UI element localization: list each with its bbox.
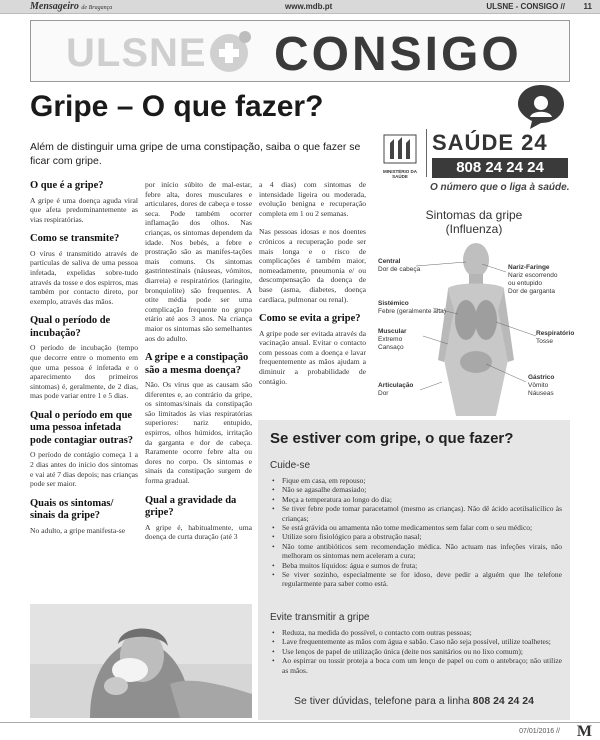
label-nariz-faringe: Nariz-Faringe Nariz escorrendo ou entupido Dor de garganta <box>508 264 558 295</box>
avoid-list <box>270 628 562 675</box>
heading-what-is-flu: O que é a gripe? <box>30 180 104 191</box>
label-sistemico: Sistémico Febre (geralmente alta) <box>378 300 446 315</box>
issue-date: 07/01/2016 // <box>519 728 560 735</box>
symptoms-title: Sintomas da gripe (Influenza) <box>425 208 523 236</box>
text-prevention: A gripe pode ser evitada através da vacinação anual. Evitar o contacto com pessoas com a doença e lavar frequentemente as mãos ajudam a diminuir a probabilidade de contágio. <box>259 328 366 386</box>
article-column-1 <box>30 180 138 544</box>
text-transmission: O vírus é transmitido através de partículas de saliva de uma pessoa infetada, expelidas sobre-tudo através da tosse e dos espirros, mas também por contacto direto, por exemplo, através das mãos. <box>30 248 138 306</box>
section-label: ULSNE - CONSIGO // <box>486 2 565 11</box>
publication-name: Mensageiro de Bragança <box>30 1 113 12</box>
label-muscular: Muscular Extremo Cansaço <box>378 328 407 351</box>
list-item: • Use lenços de papel de utilização única (deite nos sanitários ou no lixo comum); <box>270 647 562 656</box>
heading-contagion: Qual o período em que uma pessoa infetada pode contagiar outras? <box>30 409 134 446</box>
list-item: • Se está grávida ou amamenta não tome medicamentos sem falar com o seu médico; <box>270 523 562 532</box>
page-number: 11 <box>583 2 592 11</box>
list-item: • Fique em casa, em repouso; <box>270 476 562 485</box>
text-symptoms-cont: por início súbito de mal-estar, febre alta, dores musculares e articulares, dores de cabeça e tosse seca. Pode também ocorrer inflamação dos olhos. Nas crianças, os sintomas dependem da idade. Nos bebés, a febre e prostração são as manifes-tações mais comuns. Os sintomas gastrintestinais (náuseas, vómitos, diarreia) e respiratórios (laringite, bronquiolite) são frequentes. A otite média pode ser uma complicação frequente no grupo etário até aos 3 anos. Na criança maior os sintomas são semelhantes aos do adulto. <box>145 180 252 343</box>
masthead-ulsne: ULSNE <box>66 31 207 75</box>
article-intro: Além de distinguir uma gripe de uma constipação, saiba o que fazer se ficar com gripe. <box>30 141 361 167</box>
text-flu-vs-cold: Não. Os vírus que as causam são diferentes e, ao contrário da gripe, os sintomas/sinais da constipação são limitados às vias respiratórias superiores: nariz entupido, espirros, olhos húmidos, irritação da garganta e dor de cabeça. Raramente ocorre febre alta ou dores no corpo. Os sintomas e sinais da constipação surgem de forma gradual. <box>145 380 252 486</box>
masthead <box>30 20 570 82</box>
text-elderly: Nas pessoas idosas e nos doentes crónicos a recuperação pode ser mais longa e o risco de complicações é também maior, nomeadamente, pneumonia e/ ou descompensação da doença de base (asma, diabetes, doença cardíaca, pulmonar ou renal). <box>259 227 366 304</box>
list-item: • Não tome antibióticos sem recomendação médica. Não actuam nas infeções virais, não melhoram os sintomas nem aceleram a cura; <box>270 542 562 561</box>
heading-severity: Qual a gravidade da gripe? <box>145 494 237 519</box>
symptoms-diagram <box>378 204 575 416</box>
cross-logo-icon <box>207 29 253 75</box>
text-symptoms: No adulto, a gripe manifesta-se <box>30 525 126 535</box>
text-contagion: O período de contágio começa 1 a 2 dias antes do início dos sintomas e vai até 7 dias depois; nas crianças pode ser maior. <box>30 450 138 489</box>
footer-logo: M <box>576 723 592 740</box>
text-incubation: O período de incubação (tempo que decorre entre o momento em que uma pessoa é infetada e o aparecimento dos primeiros sintomas) é, geralmente, de 2 dias, mas pode variar entre 1 e 5 dias. <box>30 343 138 401</box>
divider <box>426 129 427 177</box>
list-item: • Utilize soro fisiológico para a obstrução nasal; <box>270 532 562 541</box>
article-column-2 <box>145 180 252 551</box>
masthead-consigo: CONSIGO <box>274 28 522 81</box>
heading-transmission: Como se transmite? <box>30 233 120 245</box>
care-title: Cuide-se <box>270 460 311 471</box>
saude24-title: SAÚDE 24 <box>432 130 548 155</box>
text-severity-cont: a 4 dias) com sintomas de intensidade ligeira ou moderada, evolução benigna e recuperação completa em 1 ou 2 semanas. <box>259 180 366 218</box>
list-item: • Se viver sozinho, especialmente se for idoso, deve pedir a alguém que lhe telefone regularmente para saber como está. <box>270 570 562 589</box>
advice-title: Se estiver com gripe, o que fazer? <box>270 430 514 447</box>
article-headline: Gripe – O que fazer? <box>30 90 324 123</box>
list-item: • Beba muitos líquidos: água e sumos de fruta; <box>270 561 562 570</box>
list-item: • Não se agasalhe demasiado; <box>270 485 562 494</box>
heading-incubation: Qual o período de incubação? <box>30 315 111 339</box>
ministry-emblem-icon <box>378 129 422 169</box>
text-what-is-flu: A gripe é uma doença aguda viral que afeta predominantemente as vias respiratórias. <box>30 195 138 224</box>
article-column-3 <box>259 180 366 395</box>
hotline-number: 808 24 24 24 <box>472 695 534 707</box>
label-gastrico: Gástrico Vômito Náuseas <box>528 374 555 397</box>
sick-woman-photo <box>30 604 252 718</box>
advice-footer: Se tiver dúvidas, telefone para a linha 808 24 24 24 <box>294 695 534 707</box>
avoid-title: Evite transmitir a gripe <box>270 612 370 623</box>
heading-flu-vs-cold: A gripe e a constipação são a mesma doença? <box>145 352 249 376</box>
list-item: • Ao espirrar ou tossir proteja a boca com um lenço de papel ou com o antebraço; não utilize as mãos. <box>270 656 562 675</box>
list-item: • Meça a temperatura ao longo do dia; <box>270 495 562 504</box>
heading-prevention: Como se evita a gripe? <box>259 313 361 325</box>
care-list <box>270 476 562 589</box>
heading-symptoms: Quais os sintomas/ sinais da gripe? <box>30 497 114 522</box>
top-bar <box>0 0 600 14</box>
saude24-ad <box>378 83 570 203</box>
list-item: • Reduza, na medida do possível, o contacto com outras pessoas; <box>270 628 562 637</box>
label-central: Central Dor de cabeça <box>378 258 421 273</box>
chat-bubble-icon <box>516 83 566 131</box>
page-footer <box>0 722 600 740</box>
advice-box <box>258 420 570 720</box>
site-url: www.mdb.pt <box>285 2 333 11</box>
list-item: • Lave frequentemente as mãos com água e sabão. Caso não seja possível, utilize toalhetes; <box>270 637 562 646</box>
saude24-phone: 808 24 24 24 <box>432 158 568 178</box>
text-severity: A gripe é, habitualmente, uma doença de curta duração (até 3 <box>145 522 252 542</box>
ministry-label: MINISTÉRIO DA SAÚDE <box>382 169 417 179</box>
saude24-tagline: O número que o liga à saúde. <box>430 182 570 193</box>
label-respiratorio: Respiratório Tosse <box>536 330 575 345</box>
label-articulacao: Articulação Dor <box>378 382 414 397</box>
list-item: • Se tiver febre pode tomar paracetamol (mesmo as crianças). Não dê ácido acetilsalicílico às crianças; <box>270 504 562 523</box>
